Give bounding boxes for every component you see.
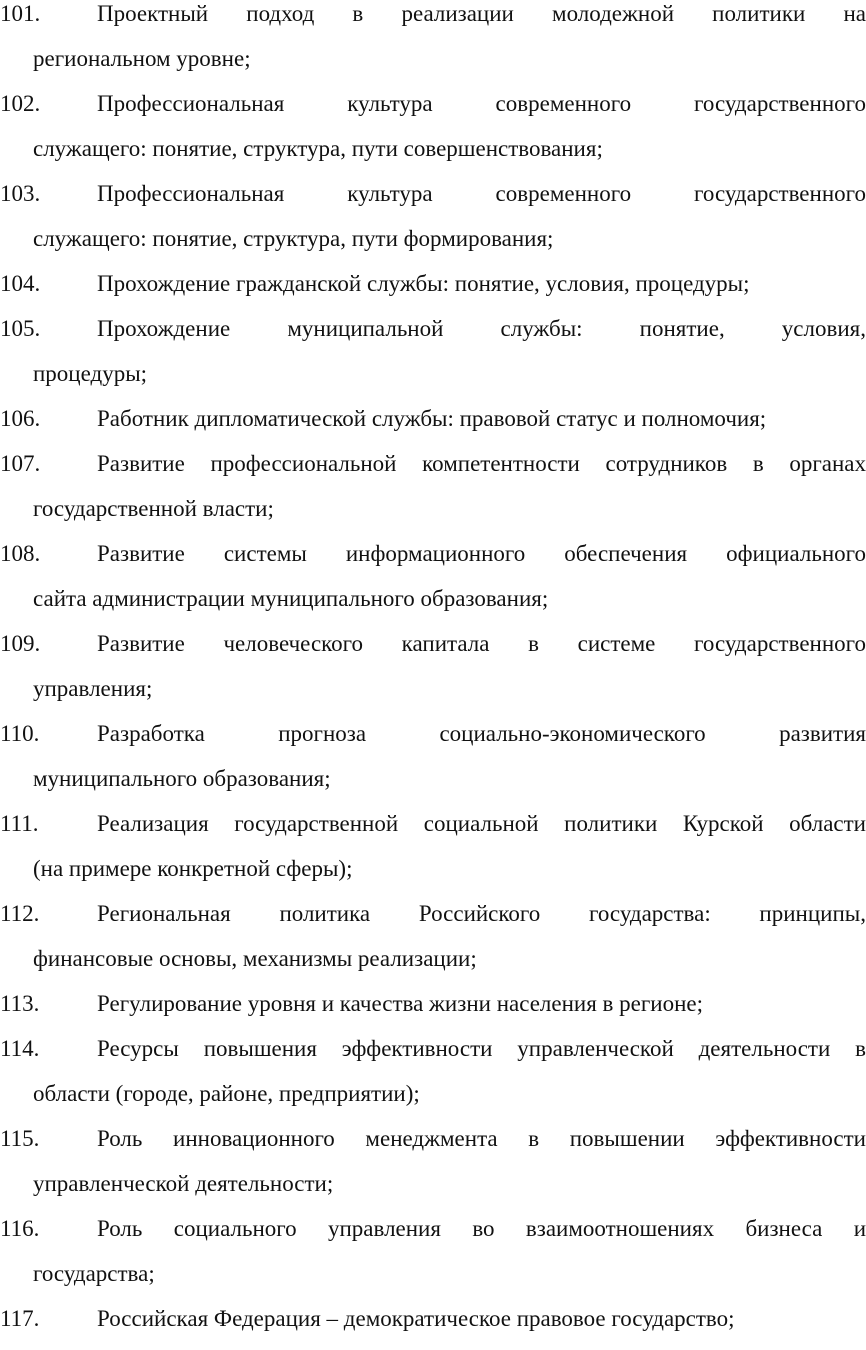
item-text: Развитие человеческого капитала в системе государственного <box>97 631 866 656</box>
item-number: 112. <box>0 901 40 926</box>
item-number: 117. <box>0 1306 40 1331</box>
list-item <box>0 810 866 900</box>
list-item <box>0 630 866 720</box>
item-text: Работник дипломатической службы: правовой статус и полномочия; <box>97 406 767 431</box>
item-text: Роль социального управления во взаимоотношениях бизнеса и <box>97 1216 866 1241</box>
item-number: 103. <box>0 181 41 206</box>
item-text: Профессиональная культура современного государственного <box>97 181 866 206</box>
item-text: Развитие системы информационного обеспечения официального <box>97 541 866 566</box>
list-item <box>0 720 866 810</box>
list-item <box>0 270 866 315</box>
item-number: 115. <box>0 1126 40 1151</box>
item-text-continued: государства; <box>33 1261 155 1286</box>
item-number: 109. <box>0 631 41 656</box>
item-text: Реализация государственной социальной политики Курской области <box>97 811 866 836</box>
item-text: Ресурсы повышения эффективности управленческой деятельности в <box>97 1036 866 1061</box>
item-text-continued: муниципального образования; <box>33 766 331 791</box>
list-item <box>0 0 866 90</box>
item-text: Прохождение гражданской службы: понятие, условия, процедуры; <box>97 271 750 296</box>
item-number: 111. <box>0 811 39 836</box>
item-number: 116. <box>0 1216 40 1241</box>
item-text-continued: (на примере конкретной сферы); <box>33 856 353 881</box>
item-text: Роль инновационного менеджмента в повышении эффективности <box>97 1126 866 1151</box>
item-number: 105. <box>0 316 41 341</box>
list-item <box>0 315 866 405</box>
item-number: 113. <box>0 991 40 1016</box>
item-text-continued: сайта администрации муниципального образования; <box>33 586 549 611</box>
item-text-continued: финансовые основы, механизмы реализации; <box>33 946 477 971</box>
item-number: 108. <box>0 541 41 566</box>
item-text: Регулирование уровня и качества жизни населения в регионе; <box>97 991 704 1016</box>
item-number: 106. <box>0 406 41 431</box>
item-text-continued: управления; <box>33 676 153 701</box>
item-text: Разработка прогноза социально-экономического развития <box>97 721 866 746</box>
item-number: 101. <box>0 1 41 26</box>
list-item <box>0 90 866 180</box>
item-text: Проектный подход в реализации молодежной политики на <box>97 1 866 26</box>
list-item <box>0 1305 866 1350</box>
item-text: Российская Федерация – демократическое правовое государство; <box>97 1306 735 1331</box>
item-text-continued: государственной власти; <box>33 496 274 521</box>
list-item <box>0 180 866 270</box>
item-text-continued: управленческой деятельности; <box>33 1171 334 1196</box>
item-text-continued: региональном уровне; <box>33 46 251 71</box>
item-number: 104. <box>0 271 41 296</box>
item-text: Развитие профессиональной компетентности сотрудников в органах <box>97 451 866 476</box>
item-text-continued: служащего: понятие, структура, пути совершенствования; <box>33 136 603 161</box>
item-number: 107. <box>0 451 41 476</box>
list-item <box>0 900 866 990</box>
item-number: 114. <box>0 1036 40 1061</box>
item-text: Прохождение муниципальной службы: понятие, условия, <box>97 316 866 341</box>
list-item <box>0 1035 866 1125</box>
list-item <box>0 1125 866 1215</box>
item-number: 102. <box>0 91 41 116</box>
list-item <box>0 450 866 540</box>
item-text: Региональная политика Российского государства: принципы, <box>97 901 866 926</box>
list-item <box>0 990 866 1035</box>
item-text-continued: служащего: понятие, структура, пути формирования; <box>33 226 554 251</box>
item-text-continued: области (городе, районе, предприятии); <box>33 1081 420 1106</box>
list-item <box>0 540 866 630</box>
item-text: Профессиональная культура современного государственного <box>97 91 866 116</box>
list-item <box>0 405 866 450</box>
item-text-continued: процедуры; <box>33 361 148 386</box>
item-number: 110. <box>0 721 40 746</box>
list-item <box>0 1215 866 1305</box>
